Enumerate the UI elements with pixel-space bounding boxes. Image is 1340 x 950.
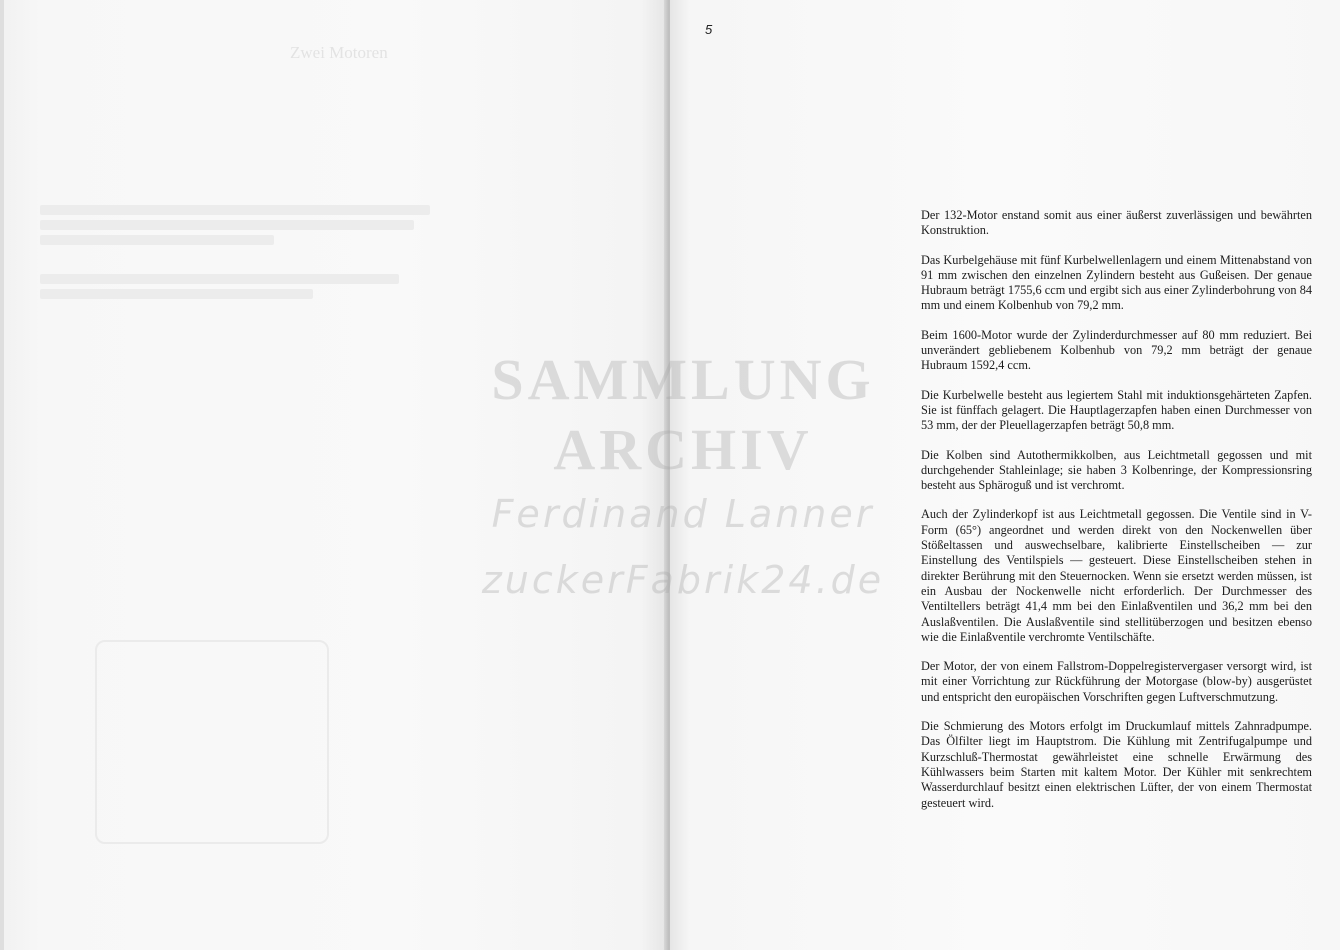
paragraph-lubrication-cooling: Die Schmierung des Motors erfolgt im Druckumlauf mittels Zahnradpumpe. Das Ölfilter liegt im Hauptstrom. Die Kühlung mit Zentrifugalpumpe und Kurzschluß-Thermostat gewährleistet eine schnelle Erwärmung des Kühlwassers beim Starten mit kaltem Motor. Der Kühler mit senkrechtem Wasserdurchlauf besitzt einen elektrischen Lüfter, der von einem Thermostat gesteuert wird. bbox=[921, 719, 1312, 810]
page-number: 5 bbox=[705, 22, 713, 37]
archive-watermark bbox=[468, 345, 898, 603]
watermark-line-3: Ferdinand Lanner bbox=[491, 492, 875, 536]
paragraph-cylinder-head: Auch der Zylinderkopf ist aus Leichtmetall gegossen. Die Ventile sind in V-Form (65°) angeordnet und werden direkt von den Nockenwellen über Stößeltassen und auswechselbare, kalibrierte Einstellscheiben — zur Einstellung des Ventilspiels — gesteuert. Diese Einstellscheiben stehen in direkter Berührung mit den Steuernocken. Wenn sie ersetzt werden müssen, ist ein Ausbau der Nockenwelle nicht erforderlich. Der Durchmesser des Ventiltellers beträgt 41,4 mm bei den Einlaßventilen und 36,2 mm bei den Auslaßventilen. Die Auslaßventile sind stellitüberzogen und besitzen ebenso wie die Einlaßventile verchromte Ventilschäfte. bbox=[921, 507, 1312, 644]
watermark-line-2: ARCHIV bbox=[553, 417, 813, 482]
paragraph-crankcase: Das Kurbelgehäuse mit fünf Kurbelwellenlagern und einem Mittenabstand von 91 mm zwischen den einzelnen Zylindern besteht aus Gußeisen. Der genaue Hubraum beträgt 1755,6 ccm und ergibt sich aus einer Zylinderbohrung von 84 mm und einem Kolbenhub von 79,2 mm. bbox=[921, 252, 1312, 313]
paragraph-intro: Der 132-Motor enstand somit aus einer äußerst zuverlässigen und bewährten Konstruktion. bbox=[921, 208, 1312, 238]
watermark-line-4: zuckerFabrik24.de bbox=[481, 558, 885, 602]
show-through-engine-illustration bbox=[95, 640, 329, 844]
paragraph-1600-engine: Beim 1600-Motor wurde der Zylinderdurchmesser auf 80 mm reduziert. Bei unverändert gebliebenem Kolbenhub von 79,2 mm beträgt der genaue Hubraum 1592,4 ccm. bbox=[921, 327, 1312, 373]
show-through-title: Zwei Motoren bbox=[290, 43, 388, 62]
page-edge bbox=[0, 0, 4, 950]
paragraph-carburetor: Der Motor, der von einem Fallstrom-Doppelregistervergaser versorgt wird, ist mit einer Vorrichtung zur Rückführung der Motorgase (blow-by) ausgerüstet und entspricht den europäischen Vorschriften gegen Luftverschmutzung. bbox=[921, 659, 1312, 704]
paragraph-pistons: Die Kolben sind Autothermikkolben, aus Leichtmetall gegossen und mit durchgehender Stahleinlage; sie haben 3 Kolbenringe, der Kompressionsring besteht aus Sphäroguß und ist verchromt. bbox=[921, 447, 1312, 493]
body-text-column bbox=[921, 208, 1312, 825]
paragraph-crankshaft: Die Kurbelwelle besteht aus legiertem Stahl mit induktionsgehärteten Zapfen. Sie ist fünffach gelagert. Die Hauptlagerzapfen haben einen Durchmesser von 53 mm, der der Pleuellagerzapfen beträgt 50,8 mm. bbox=[921, 387, 1312, 433]
watermark-line-1: SAMMLUNG bbox=[491, 347, 875, 412]
show-through-text bbox=[40, 205, 430, 304]
